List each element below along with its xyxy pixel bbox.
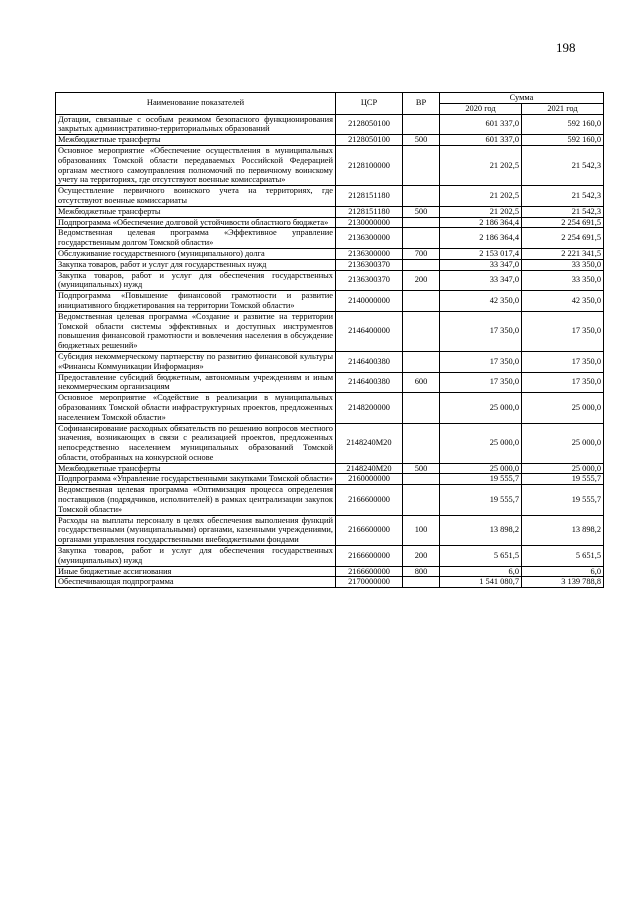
table-row xyxy=(56,291,604,312)
row-vr-cell: 100 xyxy=(403,515,440,545)
row-csr-cell: 2146400000 xyxy=(336,311,403,351)
row-name-cell: Подпрограмма «Обеспечение долговой устойчивости областного бюджета» xyxy=(56,217,336,228)
row-2021-cell: 592 160,0 xyxy=(522,114,604,135)
row-vr-cell: 500 xyxy=(403,135,440,146)
row-2020-cell: 2 153 017,4 xyxy=(440,248,522,259)
row-2020-cell: 42 350,0 xyxy=(440,291,522,312)
row-2021-cell: 25 000,0 xyxy=(522,463,604,474)
row-name-cell: Софинансирование расходных обязательств по решению вопросов местного значения, возникающих в связи с реализацией проектов, предложенных непосредственно населением муниципальных образований Томской области, отобранных на конкурсной основе xyxy=(56,423,336,463)
row-csr-cell: 2146400380 xyxy=(336,351,403,372)
row-2021-cell: 42 350,0 xyxy=(522,291,604,312)
row-name-cell: Ведомственная целевая программа «Создание и развитие на территории Томской области системы эффективных и доступных инструментов повышения финансовой грамотности и вовлечения населения в обсуждение бюджетных решений» xyxy=(56,311,336,351)
table-row xyxy=(56,206,604,217)
row-2021-cell: 2 221 341,5 xyxy=(522,248,604,259)
row-vr-cell xyxy=(403,259,440,270)
table-row xyxy=(56,546,604,567)
row-name-cell: Подпрограмма «Управление государственными закупками Томской области» xyxy=(56,474,336,485)
row-2020-cell: 21 202,5 xyxy=(440,206,522,217)
row-2020-cell: 13 898,2 xyxy=(440,515,522,545)
row-csr-cell: 2136300000 xyxy=(336,228,403,249)
table-row xyxy=(56,248,604,259)
row-csr-cell: 2136300370 xyxy=(336,270,403,291)
table-row xyxy=(56,311,604,351)
row-vr-cell: 500 xyxy=(403,463,440,474)
row-vr-cell: 800 xyxy=(403,566,440,577)
row-2020-cell: 25 000,0 xyxy=(440,423,522,463)
header-sum: Сумма xyxy=(440,93,604,104)
table-row xyxy=(56,474,604,485)
table-row xyxy=(56,566,604,577)
row-name-cell: Основное мероприятие «Содействие в реализации в муниципальных образованиях Томской области инфраструктурных проектов, предложенных населением Томской области» xyxy=(56,393,336,423)
row-csr-cell: 2136300000 xyxy=(336,248,403,259)
row-2021-cell: 5 651,5 xyxy=(522,546,604,567)
row-name-cell: Межбюджетные трансферты xyxy=(56,463,336,474)
table-body xyxy=(56,114,604,588)
row-2021-cell: 19 555,7 xyxy=(522,485,604,515)
row-2021-cell: 17 350,0 xyxy=(522,351,604,372)
row-vr-cell xyxy=(403,351,440,372)
row-csr-cell: 2136300370 xyxy=(336,259,403,270)
table-row xyxy=(56,186,604,207)
row-csr-cell: 2128151180 xyxy=(336,206,403,217)
table-row xyxy=(56,114,604,135)
row-vr-cell: 700 xyxy=(403,248,440,259)
row-2021-cell: 17 350,0 xyxy=(522,372,604,393)
row-2020-cell: 33 347,0 xyxy=(440,259,522,270)
row-2020-cell: 33 347,0 xyxy=(440,270,522,291)
row-csr-cell: 2170000000 xyxy=(336,577,403,588)
row-csr-cell: 2148200000 xyxy=(336,393,403,423)
row-name-cell: Субсидия некоммерческому партнерству по развитию финансовой культуры «Финансы Коммуникации Информация» xyxy=(56,351,336,372)
row-2021-cell: 2 254 691,5 xyxy=(522,228,604,249)
row-2021-cell: 2 254 691,5 xyxy=(522,217,604,228)
header-vr: ВР xyxy=(403,93,440,115)
page-number: 198 xyxy=(556,40,576,55)
table-row xyxy=(56,217,604,228)
row-vr-cell xyxy=(403,114,440,135)
row-2021-cell: 6,0 xyxy=(522,566,604,577)
row-2020-cell: 2 186 364,4 xyxy=(440,217,522,228)
row-vr-cell: 600 xyxy=(403,372,440,393)
row-2021-cell: 17 350,0 xyxy=(522,311,604,351)
budget-table xyxy=(55,92,604,588)
row-2021-cell: 21 542,3 xyxy=(522,206,604,217)
row-2020-cell: 21 202,5 xyxy=(440,186,522,207)
row-csr-cell: 2166600000 xyxy=(336,566,403,577)
row-name-cell: Основное мероприятие «Обеспечение осуществления в муниципальных образованиях Томской области передаваемых Российской Федерацией органам местного самоуправления полномочий по первичному воинскому учету на территориях, где отсутствуют военные комиссариаты» xyxy=(56,145,336,185)
table-row xyxy=(56,372,604,393)
row-2021-cell: 21 542,3 xyxy=(522,186,604,207)
table-row xyxy=(56,145,604,185)
row-csr-cell: 2128100000 xyxy=(336,145,403,185)
table-header xyxy=(56,93,604,115)
row-vr-cell xyxy=(403,393,440,423)
row-vr-cell: 500 xyxy=(403,206,440,217)
header-name: Наименование показателей xyxy=(56,93,336,115)
row-2021-cell: 33 350,0 xyxy=(522,259,604,270)
row-vr-cell xyxy=(403,423,440,463)
row-2020-cell: 2 186 364,4 xyxy=(440,228,522,249)
row-vr-cell xyxy=(403,145,440,185)
table-row xyxy=(56,485,604,515)
header-csr: ЦСР xyxy=(336,93,403,115)
row-2020-cell: 601 337,0 xyxy=(440,135,522,146)
row-2020-cell: 25 000,0 xyxy=(440,393,522,423)
row-name-cell: Предоставление субсидий бюджетным, автономным учреждениям и иным некоммерческим организациям xyxy=(56,372,336,393)
row-2021-cell: 33 350,0 xyxy=(522,270,604,291)
table-row xyxy=(56,577,604,588)
row-name-cell: Ведомственная целевая программа «Оптимизация процесса определения поставщиков (подрядчиков, исполнителей) в рамках централизации закупок Томской области» xyxy=(56,485,336,515)
row-csr-cell: 2128050100 xyxy=(336,135,403,146)
row-name-cell: Обслуживание государственного (муниципального) долга xyxy=(56,248,336,259)
row-2020-cell: 17 350,0 xyxy=(440,372,522,393)
row-2020-cell: 6,0 xyxy=(440,566,522,577)
row-name-cell: Иные бюджетные ассигнования xyxy=(56,566,336,577)
row-csr-cell: 2166600000 xyxy=(336,515,403,545)
row-2021-cell: 592 160,0 xyxy=(522,135,604,146)
row-2021-cell: 25 000,0 xyxy=(522,393,604,423)
row-name-cell: Межбюджетные трансферты xyxy=(56,206,336,217)
table-row xyxy=(56,423,604,463)
row-csr-cell: 2128050100 xyxy=(336,114,403,135)
table-row xyxy=(56,463,604,474)
row-csr-cell: 2140000000 xyxy=(336,291,403,312)
table-row xyxy=(56,259,604,270)
row-name-cell: Межбюджетные трансферты xyxy=(56,135,336,146)
row-name-cell: Закупка товаров, работ и услуг для обеспечения государственных (муниципальных) нужд xyxy=(56,270,336,291)
row-csr-cell: 2166600000 xyxy=(336,546,403,567)
row-csr-cell: 2148240M20 xyxy=(336,423,403,463)
row-vr-cell xyxy=(403,217,440,228)
row-2020-cell: 21 202,5 xyxy=(440,145,522,185)
row-2020-cell: 19 555,7 xyxy=(440,474,522,485)
row-2021-cell: 25 000,0 xyxy=(522,423,604,463)
row-name-cell: Осуществление первичного воинского учета на территориях, где отсутствуют военные комиссариаты xyxy=(56,186,336,207)
row-vr-cell: 200 xyxy=(403,546,440,567)
row-csr-cell: 2148240M20 xyxy=(336,463,403,474)
row-vr-cell xyxy=(403,228,440,249)
header-year-2020: 2020 год xyxy=(440,103,522,114)
row-2021-cell: 21 542,3 xyxy=(522,145,604,185)
header-year-2021: 2021 год xyxy=(522,103,604,114)
row-vr-cell xyxy=(403,474,440,485)
table-row xyxy=(56,393,604,423)
table-row xyxy=(56,351,604,372)
row-2020-cell: 601 337,0 xyxy=(440,114,522,135)
row-vr-cell xyxy=(403,186,440,207)
table-row xyxy=(56,515,604,545)
table-row xyxy=(56,270,604,291)
row-2020-cell: 17 350,0 xyxy=(440,351,522,372)
row-2020-cell: 25 000,0 xyxy=(440,463,522,474)
row-csr-cell: 2128151180 xyxy=(336,186,403,207)
row-vr-cell xyxy=(403,485,440,515)
row-2021-cell: 13 898,2 xyxy=(522,515,604,545)
row-name-cell: Расходы на выплаты персоналу в целях обеспечения выполнения функций государственными (муниципальными) органами, казенными учреждениями, органами управления государственными внебюджетными фондами xyxy=(56,515,336,545)
row-2020-cell: 17 350,0 xyxy=(440,311,522,351)
row-name-cell: Обеспечивающая подпрограмма xyxy=(56,577,336,588)
row-vr-cell xyxy=(403,577,440,588)
row-2021-cell: 3 139 788,8 xyxy=(522,577,604,588)
row-2020-cell: 1 541 080,7 xyxy=(440,577,522,588)
row-2020-cell: 5 651,5 xyxy=(440,546,522,567)
row-vr-cell xyxy=(403,291,440,312)
row-csr-cell: 2146400380 xyxy=(336,372,403,393)
row-name-cell: Закупка товаров, работ и услуг для обеспечения государственных (муниципальных) нужд xyxy=(56,546,336,567)
row-name-cell: Дотации, связанные с особым режимом безопасного функционирования закрытых административно-территориальных образований xyxy=(56,114,336,135)
row-csr-cell: 2166600000 xyxy=(336,485,403,515)
row-name-cell: Ведомственная целевая программа «Эффективное управление государственным долгом Томской области» xyxy=(56,228,336,249)
row-csr-cell: 2130000000 xyxy=(336,217,403,228)
row-name-cell: Закупка товаров, работ и услуг для государственных нужд xyxy=(56,259,336,270)
table-row xyxy=(56,135,604,146)
row-vr-cell xyxy=(403,311,440,351)
row-2020-cell: 19 555,7 xyxy=(440,485,522,515)
row-csr-cell: 2160000000 xyxy=(336,474,403,485)
row-name-cell: Подпрограмма «Повышение финансовой грамотности и развитие инициативного бюджетирования на территории Томской области» xyxy=(56,291,336,312)
row-2021-cell: 19 555,7 xyxy=(522,474,604,485)
table-row xyxy=(56,228,604,249)
row-vr-cell: 200 xyxy=(403,270,440,291)
